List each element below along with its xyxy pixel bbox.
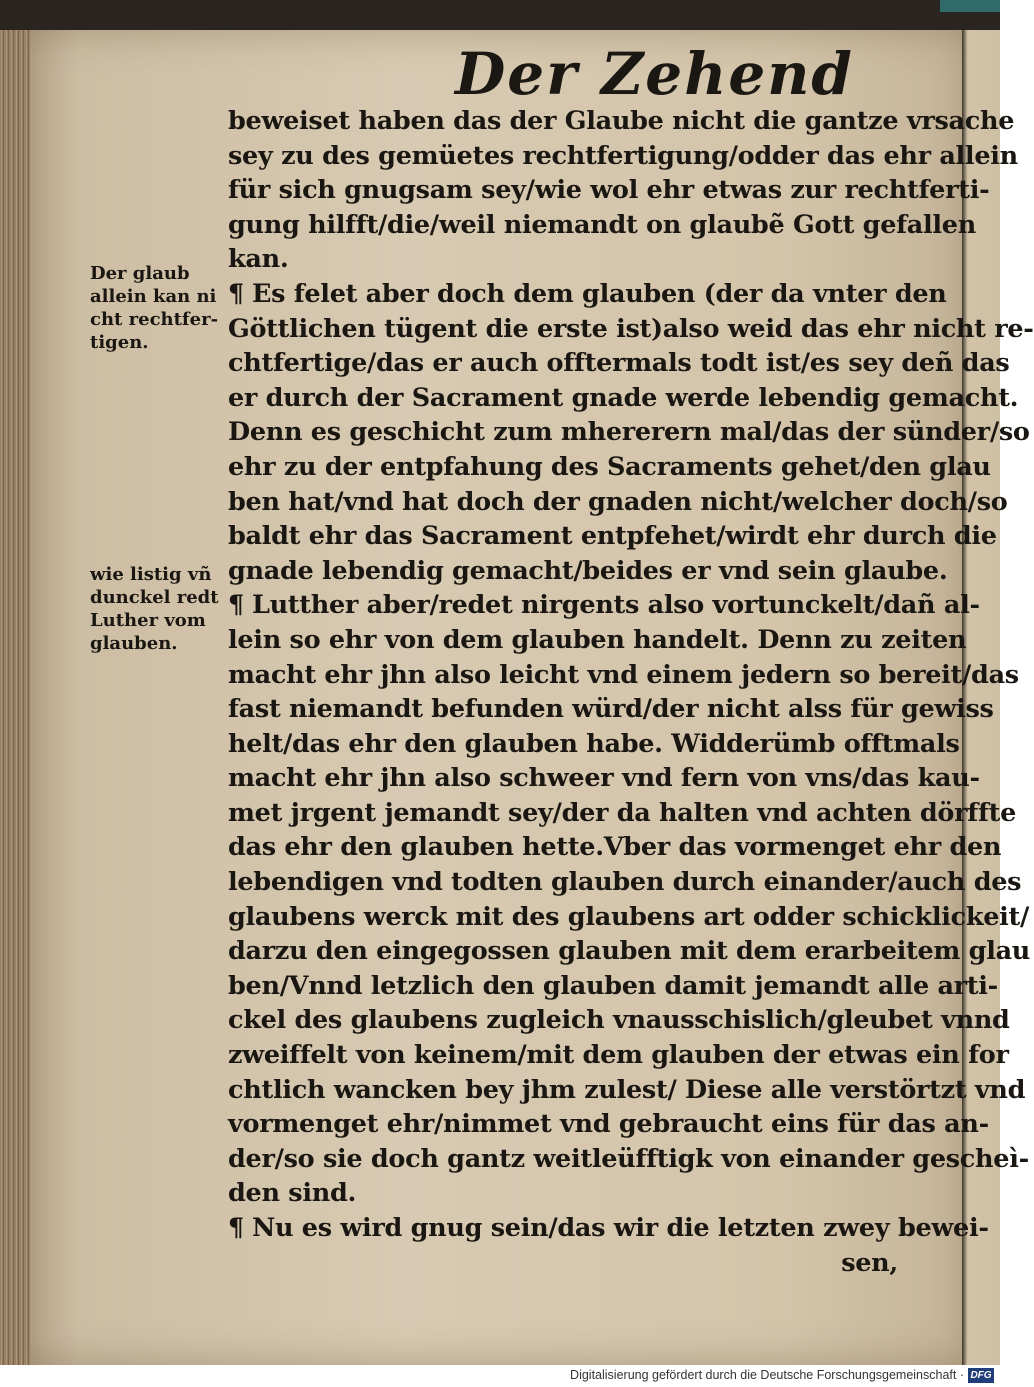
- text-line-content: glaubens werck mit des glaubens art odder schicklickeit/: [228, 901, 1030, 932]
- text-line: [228, 450, 991, 485]
- margin-note-line: cht rechtfer-: [90, 309, 219, 330]
- text-line-content: beweiset haben das der Glaube nicht die gantze vrsache: [228, 106, 1015, 136]
- text-line: [228, 1107, 989, 1142]
- text-line-content: Es felet aber doch dem glauben (der da vnter den: [251, 278, 947, 309]
- text-line: [228, 1038, 1009, 1073]
- text-line: [228, 346, 1010, 381]
- paragraph-mark-icon: ¶: [228, 1213, 244, 1243]
- text-line-content: den sind.: [228, 1178, 357, 1209]
- text-line: [228, 727, 960, 762]
- text-line: [228, 1073, 1026, 1108]
- text-line: [228, 969, 998, 1004]
- margin-note-2: [90, 563, 230, 655]
- body-text: [228, 104, 1034, 1280]
- margin-note-line: Luther vom: [90, 610, 206, 631]
- text-line-content: sey zu des gemüetes rechtfertigung/odder das ehr allein: [228, 140, 1018, 171]
- text-line: [228, 1211, 989, 1246]
- text-line: [228, 554, 948, 589]
- text-line: [228, 1142, 1029, 1177]
- text-line-content: das ehr den glauben hette.Vber das vormenget ehr den: [228, 832, 1002, 863]
- text-line: [228, 415, 1030, 450]
- text-line-content: für sich gnugsam sey/wie wol ehr etwas zur rechtferti-: [228, 175, 990, 206]
- text-line: [228, 312, 1034, 347]
- footer-bar: [0, 1365, 1000, 1387]
- text-line: [228, 692, 994, 727]
- text-line-content: gung hilfft/die/weil niemandt on glaubẽ Gott gefallen: [228, 209, 976, 240]
- margin-note-line: wie listig vñ: [90, 564, 212, 585]
- text-line: [228, 623, 967, 658]
- text-line-content: macht ehr jhn also schweer vnd fern von vns/das kau-: [228, 763, 980, 794]
- margin-note-1: [90, 262, 230, 354]
- text-line: [228, 242, 918, 277]
- text-line-content: lein so ehr von dem glauben handelt. Denn zu zeiten: [228, 624, 967, 655]
- text-line-content: vormenget ehr/nimmet vnd gebraucht eins für das an-: [228, 1109, 989, 1140]
- paragraph-mark-icon: ¶: [228, 590, 244, 621]
- text-line-content: darzu den eingegossen glauben mit dem erarbeitem glau: [228, 936, 1031, 967]
- text-line-content: ben/Vnnd letzlich den glauben damit jemandt alle arti-: [228, 970, 998, 1001]
- text-line: [228, 761, 980, 796]
- text-line-content: der/so sie doch gantz weitleüfftigk von einander gescheì-: [228, 1143, 1029, 1174]
- text-line: [228, 139, 1018, 174]
- text-line-content: fast niemandt befunden würd/der nicht alss für gewiss: [228, 694, 994, 725]
- text-line-content: er durch der Sacrament gnade werde lebendig gemacht.: [228, 382, 1019, 413]
- text-line: [228, 208, 976, 243]
- text-line: [228, 865, 1022, 900]
- text-line-content: gnade lebendig gemacht/beides er vnd sein glaube.: [228, 555, 948, 586]
- text-line-content: ehr zu der entpfahung des Sacraments gehet/den glau: [228, 451, 991, 482]
- text-line-content: met jrgent jemandt sey/der da halten vnd achten dörffte: [228, 797, 1017, 828]
- text-line-content: lebendigen vnd todten glauben durch einander/auch des: [228, 867, 1022, 898]
- text-line-content: macht ehr jhn also leicht vnd einem jedern so bereit/das: [228, 659, 1019, 690]
- text-line-content: Nu es wird gnug sein/das wir die letzten zwey bewei-: [251, 1213, 989, 1243]
- text-line-content: kan.: [228, 244, 289, 275]
- text-line: [228, 1176, 918, 1211]
- text-line: [228, 900, 1030, 935]
- text-line: [228, 1003, 1010, 1038]
- text-line: [228, 796, 1017, 831]
- text-line-content: zweiffelt von keinem/mit dem glauben der etwas ein for: [228, 1040, 1009, 1071]
- paragraph-mark-icon: ¶: [228, 278, 244, 309]
- text-line-content: helt/das ehr den glauben habe. Widderümb offtmals: [228, 728, 960, 759]
- text-line: [228, 658, 1019, 693]
- color-calibration-strip: [940, 0, 1000, 12]
- text-line-content: chtlich wancken bey jhm zulest/ Diese alle verstörtzt vnd: [228, 1074, 1026, 1105]
- margin-note-line: glauben.: [90, 633, 178, 654]
- text-line-content: Göttlichen tügent die erste ist)also weid das ehr nicht re-: [228, 313, 1034, 344]
- text-line: [228, 485, 1008, 520]
- text-line: [228, 173, 990, 208]
- text-line: [228, 104, 1015, 139]
- text-line: [228, 1246, 918, 1281]
- text-line-content: ben hat/vnd hat doch der gnaden nicht/welcher doch/so: [228, 486, 1008, 517]
- running-header: Der Zehend: [455, 40, 854, 108]
- text-line-content: baldt ehr das Sacrament entpfehet/wirdt ehr durch die: [228, 521, 997, 552]
- margin-note-line: dunckel redt: [90, 587, 219, 608]
- margin-note-line: Der glaub: [90, 263, 190, 284]
- text-line-content: chtfertige/das er auch offtermals todt ist/es sey deñ das: [228, 348, 1010, 379]
- margin-note-line: tigen.: [90, 332, 149, 353]
- book-page-edges: [0, 30, 30, 1365]
- dfg-logo: DFG: [968, 1368, 994, 1383]
- text-line: [228, 277, 947, 312]
- text-line: [228, 519, 997, 554]
- text-line-content: sen,: [841, 1247, 898, 1278]
- text-line: [228, 830, 1002, 865]
- text-line-content: ckel des glaubens zugleich vnausschislich/gleubet vnnd: [228, 1005, 1010, 1036]
- text-line-content: Lutther aber/redet nirgents also vortunckelt/dañ al-: [251, 590, 980, 621]
- text-line: [228, 588, 980, 623]
- text-line: [228, 381, 1019, 416]
- funding-notice: Digitalisierung gefördert durch die Deutsche Forschungsgemeinschaft ·: [570, 1368, 964, 1382]
- text-line-content: Denn es geschicht zum mhererern mal/das der sünder/so: [228, 417, 1030, 448]
- margin-note-line: allein kan ni: [90, 286, 217, 307]
- text-line: [228, 934, 1031, 969]
